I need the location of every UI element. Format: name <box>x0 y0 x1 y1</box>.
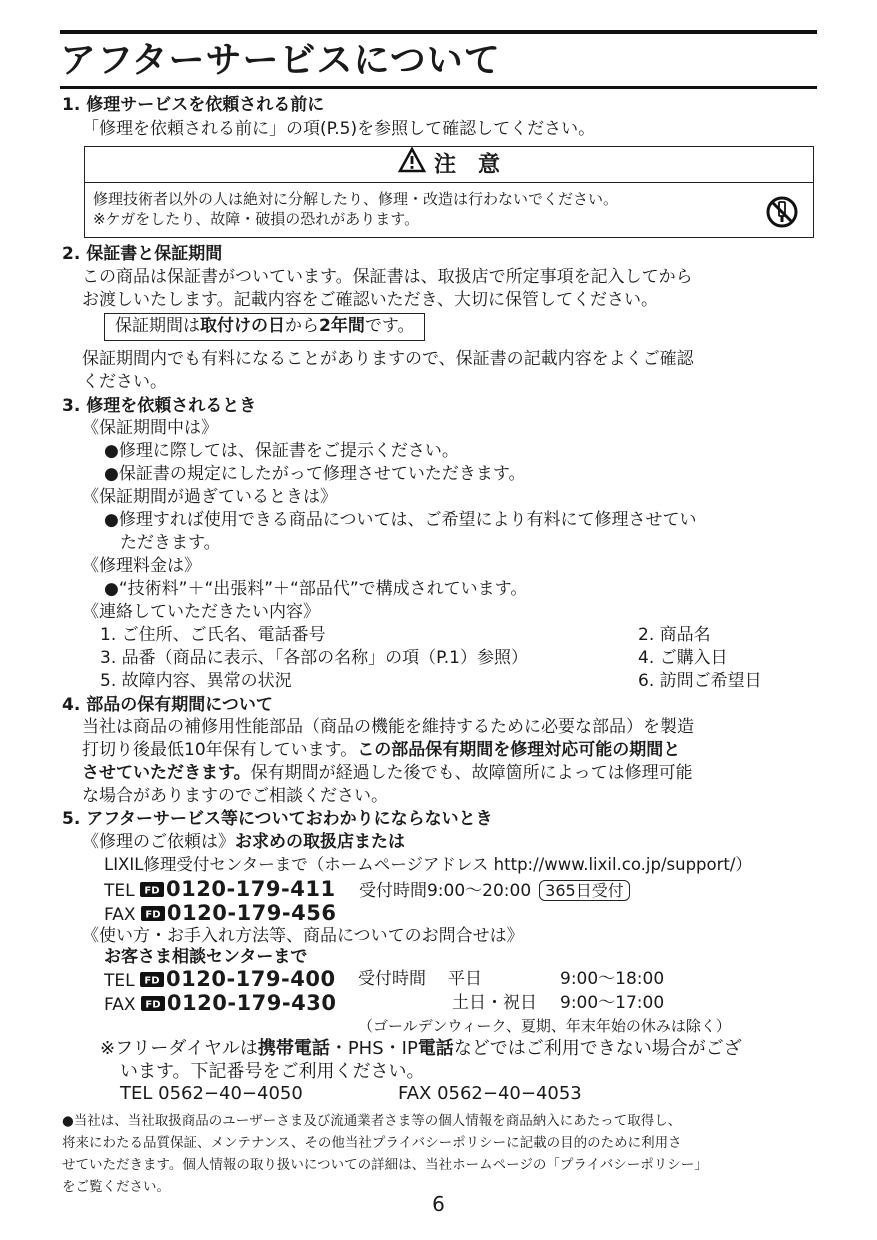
repair-tel-number: 0120-179-411 <box>166 877 336 901</box>
in-warranty-label: 《保証期間中は》 <box>82 418 218 438</box>
repair-request-line <box>82 831 405 853</box>
repair-hours: 受付時間9:00～20:00 <box>358 881 532 901</box>
caution-title: 注 意 <box>433 152 500 178</box>
free-note-c: ・PHS・IP <box>329 1038 418 1059</box>
out-warranty-label: 《保証期間が過ぎているときは》 <box>82 487 337 507</box>
alt-tel: TEL 0562−40−4050 <box>120 1083 303 1104</box>
period-text-d: 2年間 <box>319 316 365 336</box>
weekday-hours: 9:00～18:00 <box>560 969 665 989</box>
privacy-line-2: 将来にわたる品質保証、メンテナンス、その他当社プライバシーポリシーに記載の目的のために利用さ <box>62 1135 682 1151</box>
privacy-line-4: をご覧ください。 <box>62 1179 170 1195</box>
freedial-icon <box>141 904 165 919</box>
caution-line-2: ※ケガをしたり、故障・破損の恐れがあります。 <box>93 210 420 228</box>
free-note-d: 電話 <box>417 1038 454 1059</box>
page-number: 6 <box>432 1192 445 1216</box>
repair-tel-line <box>104 877 630 903</box>
privacy-line-3: せていただきます。個人情報の取り扱いについての詳細は、当社ホームページの「プライバシーポリシー」 <box>62 1157 708 1173</box>
section4-line-2a: 打切り後最低10年保有しています。 <box>82 740 358 760</box>
freedial-note-1 <box>100 1037 742 1061</box>
freedial-note-2: います。下記番号をご利用ください。 <box>120 1061 425 1082</box>
alt-fax: FAX 0562−40−4053 <box>398 1083 582 1104</box>
caution-header <box>85 147 813 183</box>
contact-label: 《連絡していただきたい内容》 <box>82 602 320 622</box>
warning-triangle-icon <box>398 147 426 184</box>
tel-label-1: TEL <box>104 881 135 901</box>
weekend-label: 土日・祝日 <box>452 993 537 1013</box>
usage-inquiry-label: 《使い方・お手入れ方法等、商品についてのお問合せは》 <box>82 926 524 946</box>
bullet-3b: ただきます。 <box>120 533 221 553</box>
consult-fax-line <box>104 991 336 1017</box>
period-text-b: 取付けの日 <box>200 316 285 336</box>
contact-item-2: 2. 商品名 <box>638 625 711 645</box>
title-underline <box>60 86 817 89</box>
section4-line-3 <box>82 762 693 784</box>
repair-dest: お求めの取扱店または <box>235 832 405 852</box>
section4-line-2b: この部品保有期間を修理対応可能の期間と <box>357 740 681 760</box>
top-rule <box>60 30 817 34</box>
bullet-4: ●“技術料”＋“出張料”＋“部品代”で構成されています。 <box>104 579 528 599</box>
bullet-2: ●保証書の規定にしたがって修理させていただきます。 <box>104 464 526 484</box>
section2-after-2: ください。 <box>82 372 167 392</box>
lixil-center-line: LIXIL修理受付センターまで（ホームページアドレス http://www.lixil.co.jp/support/） <box>104 855 752 874</box>
freedial-icon <box>140 880 164 895</box>
consult-tel-number: 0120-179-400 <box>166 967 336 991</box>
fax-label-1: FAX <box>104 905 136 925</box>
svg-text:FD: FD <box>144 975 160 987</box>
consult-center: お客さま相談センターまで <box>104 947 308 967</box>
section5-heading: 5. アフターサービス等についておわかりにならないとき <box>62 809 493 829</box>
section4-heading: 4. 部品の保有期間について <box>62 695 273 715</box>
section4-line-3b: 保有期間が経過した後でも、故障箇所によっては修理可能 <box>250 763 693 783</box>
period-text-e: です。 <box>364 316 415 336</box>
contact-item-1: 1. ご住所、ご氏名、電話番号 <box>100 625 326 645</box>
section4-line-2 <box>82 739 680 761</box>
bullet-1: ●修理に際しては、保証書をご提示ください。 <box>104 441 459 461</box>
fax-label-2: FAX <box>104 995 136 1015</box>
consult-hours-label: 受付時間 <box>358 969 426 989</box>
contact-item-4: 4. ご購入日 <box>638 648 728 668</box>
section4-line-3a: させていただきます。 <box>82 763 251 783</box>
section2-body-1: この商品は保証書がついています。保証書は、取扱店で所定事項を記入してから <box>82 267 693 287</box>
section2-after-1: 保証期間内でも有料になることがありますので、保証書の記載内容をよくご確認 <box>82 349 694 369</box>
contact-item-6: 6. 訪問ご希望日 <box>638 671 762 691</box>
svg-text:FD: FD <box>145 999 161 1011</box>
consult-tel-line <box>104 967 336 993</box>
warranty-period-box <box>104 313 425 341</box>
repair-fax-line <box>104 901 336 927</box>
weekend-hours: 9:00～17:00 <box>560 993 665 1013</box>
weekday-label: 平日 <box>448 969 482 989</box>
bullet-3a: ●修理すれば使用できる商品については、ご希望により有料にて修理させてい <box>104 510 697 530</box>
section4-line-4: な場合がありますのでご相談ください。 <box>82 786 388 806</box>
period-text-a: 保証期間は <box>115 316 200 336</box>
free-note-b: 携帯電話 <box>257 1038 330 1059</box>
section2-body-2: お渡しいたします。記載内容をご確認いただき、大切に保管してください。 <box>82 290 658 310</box>
privacy-line-1: ●当社は、当社取扱商品のユーザーさま及び流通業者さま等の個人情報を商品納入にあたって取得し、 <box>62 1113 682 1129</box>
contact-item-5: 5. 故障内容、異常の状況 <box>100 671 292 691</box>
contact-item-3: 3. 品番（商品に表示、「各部の名称」の項（P.1）参照） <box>100 648 528 668</box>
free-note-a: ※フリーダイヤルは <box>100 1038 258 1059</box>
section2-heading: 2. 保証書と保証期間 <box>62 244 223 264</box>
holiday-note: （ゴールデンウィーク、夏期、年末年始の休みは除く） <box>358 1017 731 1035</box>
section1-heading: 1. 修理サービスを依頼される前に <box>62 95 325 115</box>
repair-fax-number: 0120-179-456 <box>166 901 337 925</box>
freedial-icon <box>140 970 164 985</box>
svg-text:FD: FD <box>145 909 161 921</box>
no-disassembly-icon <box>765 195 799 233</box>
svg-text:FD: FD <box>144 885 160 897</box>
repair-label: 《修理のご依頼は》 <box>82 832 235 852</box>
consult-fax-number: 0120-179-430 <box>166 991 337 1015</box>
freedial-icon <box>141 994 165 1009</box>
period-text-c: から <box>285 316 319 336</box>
open-365-badge: 365日受付 <box>539 880 630 901</box>
fee-label: 《修理料金は》 <box>82 556 201 576</box>
caution-line-1: 修理技術者以外の人は絶対に分解したり、修理・改造は行わないでください。 <box>93 190 619 208</box>
caution-box <box>84 146 814 238</box>
section1-body: 「修理を依頼される前に」の項(P.5)を参照して確認してください。 <box>82 119 596 139</box>
tel-label-2: TEL <box>104 971 135 991</box>
section3-heading: 3. 修理を依頼されるとき <box>62 396 257 416</box>
section4-line-1: 当社は商品の補修用性能部品（商品の機能を維持するために必要な部品）を製造 <box>82 717 694 737</box>
page-title: アフターサービスについて <box>60 40 501 81</box>
free-note-e: などではご利用できない場合がござ <box>453 1038 742 1059</box>
